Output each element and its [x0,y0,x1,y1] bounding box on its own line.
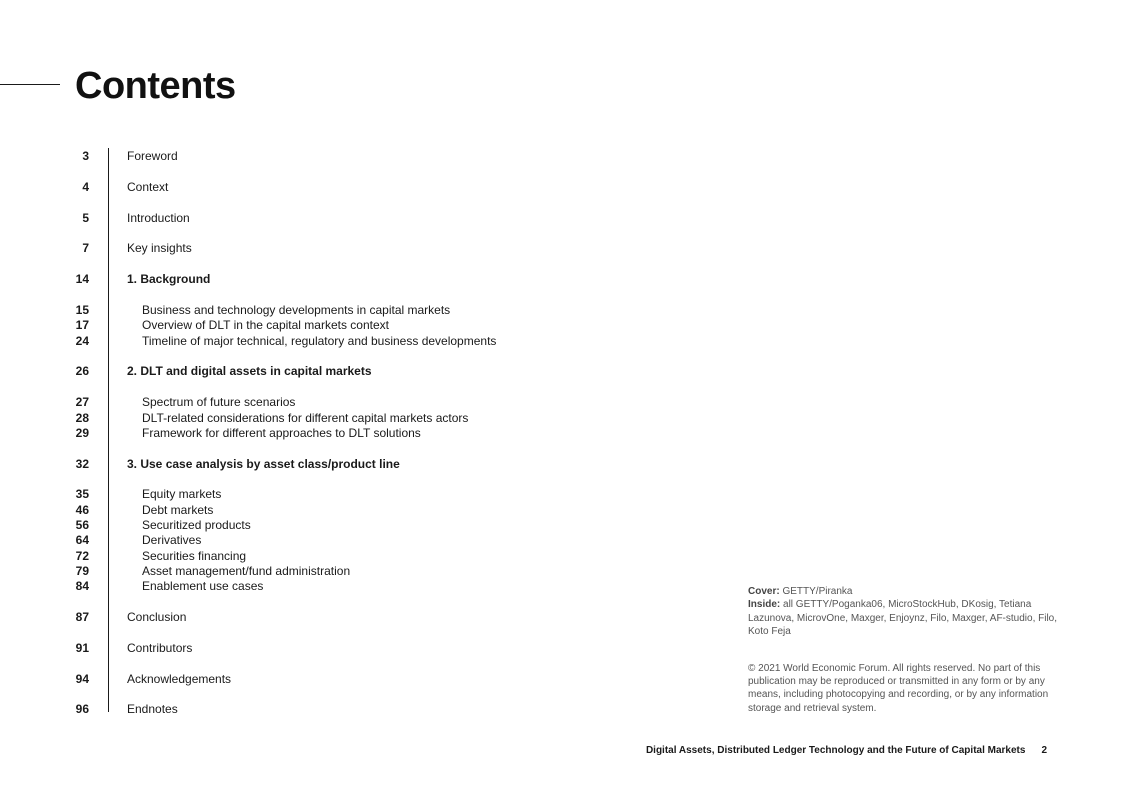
toc-entry[interactable] [0,333,700,349]
toc-entry[interactable] [0,317,700,333]
toc-entry-label: Acknowledgements [127,671,232,686]
toc-entry[interactable] [0,517,700,533]
toc-page-number: 28 [75,410,89,425]
toc-entry-label: Enablement use cases [142,579,264,594]
toc-entry-label: Timeline of major technical, regulatory and business developments [142,333,497,348]
toc-entry[interactable] [0,148,700,164]
toc-page-number: 3 [82,149,89,163]
toc-page-number: 79 [75,563,89,578]
toc-page-number: 29 [75,425,89,440]
toc-entry-label: DLT-related considerations for different capital markets actors [142,410,469,425]
toc-page-number: 4 [82,179,89,194]
toc-page-number: 7 [82,241,89,256]
toc-entry-label: Endnotes [127,702,178,717]
toc-page-number: 46 [75,502,89,517]
toc-entry[interactable] [0,701,700,717]
toc-entry[interactable] [0,363,700,379]
toc-entry[interactable] [0,532,700,548]
cover-credit: Cover: GETTY/Piranka [748,586,853,597]
toc-entry[interactable] [0,578,700,594]
toc-entry-label: Foreword [127,149,178,163]
toc-entry-label: Asset management/fund administration [142,563,351,578]
toc-page-number: 26 [75,364,89,379]
toc-page-number: 5 [82,210,89,225]
toc-entry-label: Securitized products [142,518,251,532]
toc-entry[interactable] [0,563,700,579]
copyright-notice: © 2021 World Economic Forum. All rights reserved. No part of this publication may be reproduced or transmitted in any form or by any means, including photocopying and recording, or by any information storage and retrieval system. [748,662,1049,714]
toc-entry[interactable] [0,486,700,502]
toc-entry[interactable] [0,179,700,195]
toc-page-number: 56 [75,518,89,532]
toc-entry-label: Key insights [127,241,192,256]
toc-entry-label: Contributors [127,640,193,655]
toc-entry[interactable] [0,671,700,687]
toc-entry[interactable] [0,548,700,564]
page-title: Contents [75,65,236,107]
toc-entry[interactable] [0,609,700,625]
toc-entry-label: Equity markets [142,487,222,502]
toc-page-number: 84 [75,579,89,594]
toc-page-number: 14 [75,272,89,287]
toc-page-number: 17 [75,318,89,333]
toc-entry-label: Debt markets [142,502,214,517]
toc-page-number: 15 [75,303,89,317]
toc-entry-label: Conclusion [127,610,187,624]
toc-entry-label: Framework for different approaches to DLT solutions [142,425,421,440]
toc-entry[interactable] [0,302,700,318]
toc-page-number: 87 [75,610,89,624]
toc-entry[interactable] [0,410,700,426]
footer-page-number: 2 [1041,745,1047,756]
toc-entry-label: Overview of DLT in the capital markets context [142,318,389,333]
toc-entry-label: Context [127,179,169,194]
toc-entry[interactable] [0,240,700,256]
page-footer [646,745,1047,756]
toc-page-number: 96 [75,702,89,717]
toc-page-number: 35 [75,487,89,502]
toc-entry-label: Spectrum of future scenarios [142,395,296,410]
toc-entry-label: Business and technology developments in capital markets [142,303,451,317]
toc-page-number: 72 [75,548,89,563]
toc-entry[interactable] [0,425,700,441]
toc-page-number: 91 [75,640,89,655]
toc-page-number: 32 [75,456,89,471]
toc-entry[interactable] [0,640,700,656]
toc-entry-label: Securities financing [142,548,247,563]
toc-page-number: 24 [75,333,89,348]
toc-entry[interactable] [0,456,700,472]
toc-entry-label: 2. DLT and digital assets in capital markets [127,364,372,379]
toc-page-number: 27 [75,395,89,410]
toc-entry-label: 1. Background [127,272,211,287]
toc-entry[interactable] [0,271,700,287]
footer-document-title: Digital Assets, Distributed Ledger Technology and the Future of Capital Markets [645,745,1026,756]
toc-page-number: 64 [75,533,89,548]
toc-entry[interactable] [0,502,700,518]
toc-entry[interactable] [0,394,700,410]
image-credits [748,585,1068,715]
toc-entry-label: Derivatives [142,533,202,548]
inside-credit: Inside: all GETTY/Poganka06, MicroStockHub, DKosig, Tetiana Lazunova, MicrovOne, Maxger, Enjoynz, Filo, Maxger, AF-studio, Filo, Koto Feja [748,599,1058,638]
toc-page-number: 94 [75,671,89,686]
toc-entry-label: Introduction [127,210,190,225]
toc-entry[interactable] [0,210,700,226]
toc-entry-label: 3. Use case analysis by asset class/product line [127,456,400,471]
